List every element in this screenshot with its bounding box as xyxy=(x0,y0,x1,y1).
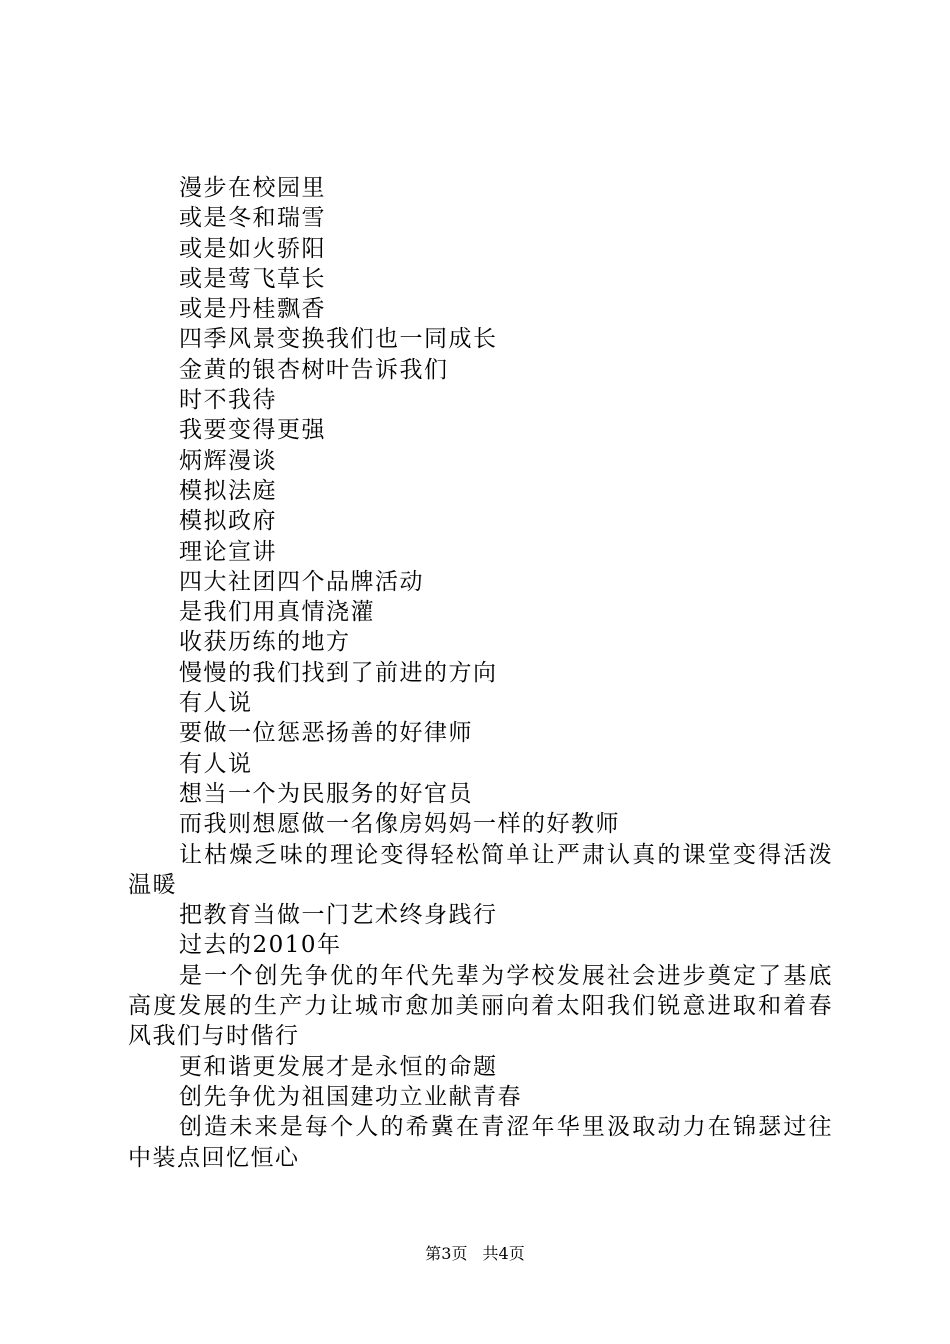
body-text xyxy=(128,173,833,1173)
paragraph: 创先争优为祖国建功立业献青春 xyxy=(179,1083,522,1110)
paragraph: 是我们用真情浇灌 xyxy=(179,599,375,626)
paragraph: 金黄的银杏树叶告诉我们 xyxy=(179,356,449,383)
paragraph: 炳辉漫谈 xyxy=(179,447,277,474)
paragraph: 把教育当做一门艺术终身践行 xyxy=(179,902,498,929)
paragraph: 或是莺飞草长 xyxy=(179,265,326,292)
paragraph: 漫步在校园里 xyxy=(179,175,326,201)
paragraph: 或是丹桂飘香 xyxy=(179,296,326,323)
paragraph: 而我则想愿做一名像房妈妈一样的好教师 xyxy=(179,811,620,838)
paragraph: 四大社团四个品牌活动 xyxy=(179,568,424,595)
paragraph: 收获历练的地方 xyxy=(179,629,351,656)
paragraph: 慢慢的我们找到了前进的方向 xyxy=(179,659,498,686)
paragraph: 要做一位惩恶扬善的好律师 xyxy=(179,720,473,747)
paragraph: 理论宣讲 xyxy=(179,538,277,565)
paragraph: 过去的2010年 xyxy=(179,932,342,959)
paragraph: 更和谐更发展才是永恒的命题 xyxy=(179,1053,498,1080)
paragraph: 或是冬和瑞雪 xyxy=(179,205,326,232)
paragraph: 我要变得更强 xyxy=(179,417,326,444)
paragraph: 是一个创先争优的年代先辈为学校发展社会进步奠定了基底高度发展的生产力让城市愈加美丽向着太阳我们锐意进取和着春风我们与时偕行 xyxy=(128,962,833,1050)
paragraph: 四季风景变换我们也一同成长 xyxy=(179,326,498,353)
paragraph: 创造未来是每个人的希冀在青涩年华里汲取动力在锦瑟过往中装点回忆恒心 xyxy=(128,1114,833,1171)
paragraph: 想当一个为民服务的好官员 xyxy=(179,780,473,807)
page-total: 共4页 xyxy=(482,1244,525,1263)
paragraph: 或是如火骄阳 xyxy=(179,235,326,262)
paragraph: 模拟政府 xyxy=(179,508,277,535)
paragraph: 让枯燥乏味的理论变得轻松简单让严肃认真的课堂变得活泼温暖 xyxy=(128,841,833,898)
paragraph: 时不我待 xyxy=(179,387,277,414)
page-footer xyxy=(0,1243,950,1265)
paragraph: 有人说 xyxy=(179,690,253,717)
paragraph: 有人说 xyxy=(179,750,253,777)
paragraph: 模拟法庭 xyxy=(179,477,277,504)
page-number: 第3页 xyxy=(425,1244,468,1263)
